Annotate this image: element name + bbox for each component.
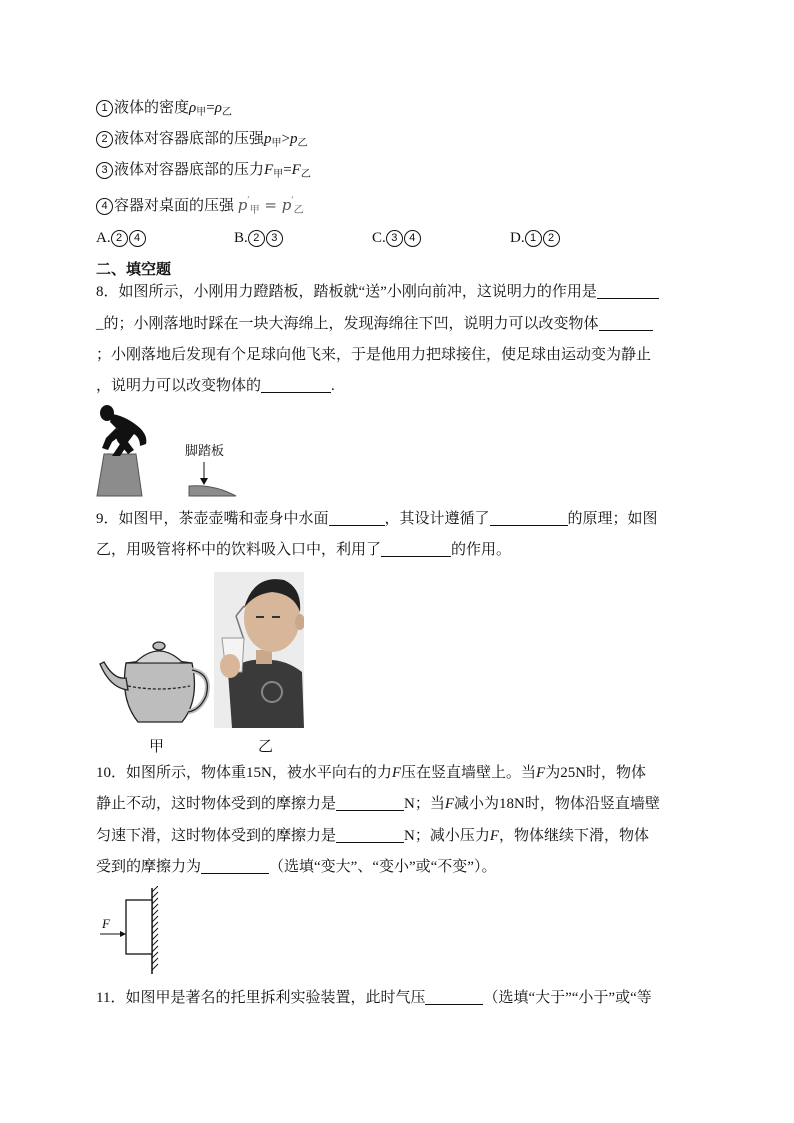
- statement-4: 4 容器对桌面的压强 $p'_甲 = p'_乙$: [96, 191, 304, 222]
- answer-blank[interactable]: [201, 857, 269, 874]
- answer-blank[interactable]: [329, 509, 385, 526]
- answer-blank[interactable]: [261, 376, 331, 393]
- q9-line-1: 9．如图甲，茶壶壶嘴和壶身中水面 ，其设计遵循了 的原理；如图: [96, 511, 658, 527]
- boy-drinking-photo: [214, 572, 304, 728]
- answer-blank[interactable]: [599, 314, 653, 331]
- answer-blank[interactable]: [381, 540, 451, 557]
- q10-line-3: 匀速下滑，这时物体受到的摩擦力是 N；减小压力F，物体继续下滑，物体: [96, 828, 650, 844]
- jumper-silhouette: [100, 405, 146, 456]
- force-label: F: [102, 916, 110, 931]
- answer-blank[interactable]: [597, 282, 659, 299]
- answer-blank[interactable]: [490, 509, 568, 526]
- statement-2: 2 液体对容器底部的压强$p_甲>p_乙$: [96, 128, 307, 155]
- q9-line-2: 乙，用吸管将杯中的饮料吸入口中，利用了 的作用。: [96, 542, 512, 558]
- answer-blank[interactable]: [336, 794, 404, 811]
- circled-number: 3: [96, 162, 113, 179]
- block-shape: [126, 900, 152, 954]
- q8-line-4: ，说明力可以改变物体的 .: [96, 378, 335, 394]
- q10-line-2: 静止不动，这时物体受到的摩擦力是 N；当F减小为18N时，物体沿竖直墙壁: [96, 796, 660, 812]
- circled-number: 4: [96, 198, 113, 215]
- circled-number: 1: [96, 100, 113, 117]
- q10-line-4: 受到的摩擦力为 （选填“变大”、“变小”或“不变”）。: [96, 859, 497, 875]
- teapot-figure: [96, 638, 211, 728]
- answer-blank[interactable]: [336, 826, 404, 843]
- section-heading: 二、填空题: [96, 261, 172, 278]
- statement-1: 1 液体的密度$\rho_甲=\rho_乙$: [96, 97, 232, 124]
- pedal-label: 脚踏板: [185, 443, 225, 458]
- q8-line-2: _的；小刚落地时踩在一块大海绵上，发现海绵往下凹，说明力可以改变物体: [96, 313, 653, 335]
- teapot-body: [125, 663, 195, 722]
- pedal-shape: [189, 486, 236, 496]
- caption-jia: 甲: [149, 739, 165, 755]
- caption-yi: 乙: [258, 739, 274, 755]
- statement-3: 3 液体对容器底部的压力$F_甲=F_乙$: [96, 159, 311, 186]
- q10-line-1: 10．如图所示，物体重15N，被水平向右的力F压在竖直墙壁上。当F为25N时，物体: [96, 765, 647, 781]
- q8-line-3: ；小刚落地后发现有个足球向他飞来，于是他用力把球接住，使足球由运动变为静止: [96, 347, 652, 363]
- option-c: C. 3 4: [372, 227, 422, 249]
- circled-number: 2: [96, 131, 113, 148]
- q8-line-1: 8．如图所示，小刚用力蹬踏板，踏板就“送”小刚向前冲，这说明力的作用是: [96, 281, 659, 303]
- answer-blank[interactable]: [425, 988, 483, 1005]
- platform-shape: [97, 454, 142, 496]
- option-b: B. 2 3: [234, 227, 284, 249]
- option-a: A. 2 4: [96, 227, 147, 249]
- q11-line-1: 11．如图甲是著名的托里拆利实验装置，此时气压 （选填“大于”“小于”或“等: [96, 990, 652, 1006]
- option-d: D. 1 2: [510, 227, 561, 249]
- wall-hatching: [152, 886, 158, 970]
